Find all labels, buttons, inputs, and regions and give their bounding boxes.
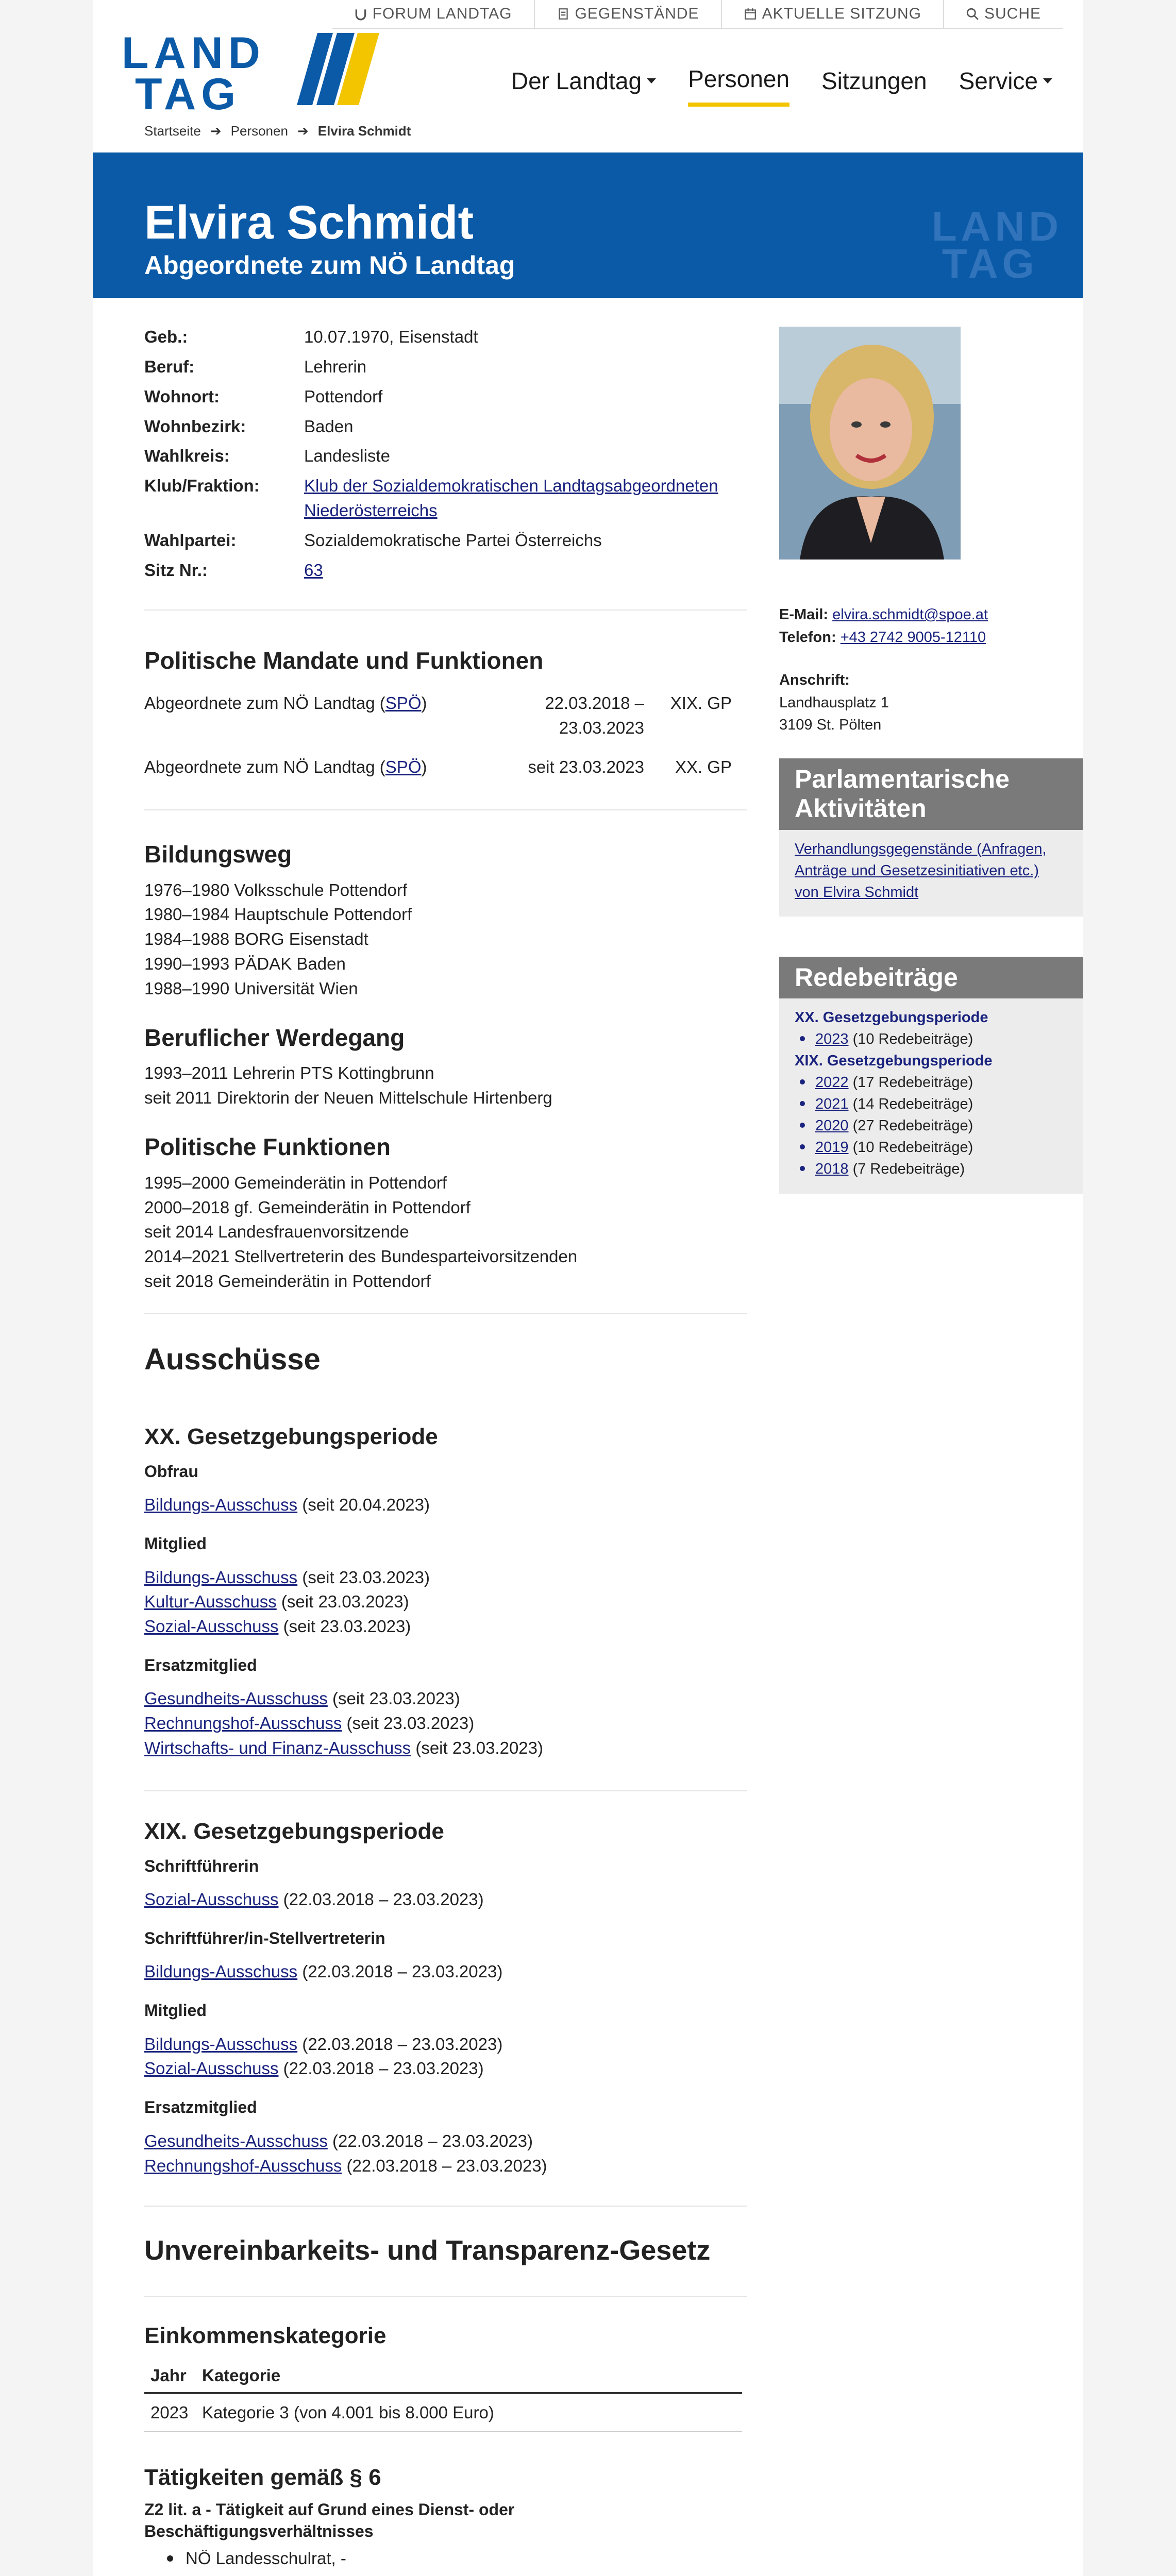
committee-date: (22.03.2018 – 23.03.2023)	[278, 1890, 484, 1909]
rede-year-link[interactable]: 2019	[815, 1139, 849, 1156]
mandate-gp: XIX. GP	[670, 693, 732, 713]
detail-value: Baden	[304, 416, 354, 436]
committee-item	[144, 1565, 763, 1590]
mandate-role	[144, 691, 474, 740]
committee-link[interactable]: Bildungs-Ausschuss	[144, 1567, 298, 1587]
column-header: Jahr	[144, 2359, 196, 2393]
list-item: NÖ Landesschulrat, -	[144, 2546, 763, 2571]
werdegang-heading: Beruflicher Werdegang	[144, 1024, 405, 1051]
committee-date: (seit 23.03.2023)	[327, 1689, 460, 1708]
rede-year-link[interactable]: 2022	[815, 1074, 849, 1091]
logo-line-1: LAND	[122, 28, 265, 78]
klub-link[interactable]: Klub der Sozialdemokratischen Landtagsabgeordneten Niederösterreichs	[304, 476, 718, 520]
phone-label: Telefon:	[779, 629, 836, 646]
rede-year-link[interactable]: 2021	[815, 1096, 849, 1113]
page-subtitle: Abgeordnete zum NÖ Landtag	[144, 251, 515, 280]
detail-label: Klub/Fraktion:	[144, 476, 260, 496]
mandate-heading: Politische Mandate und Funktionen	[144, 647, 544, 674]
committee-date: (22.03.2018 – 23.03.2023)	[342, 2156, 547, 2175]
committee-date: (seit 23.03.2023)	[297, 1567, 430, 1587]
list-item: seit 2014 Landesfrauenvorsitzende	[144, 1222, 409, 1242]
person-header	[93, 152, 1083, 298]
nav-personen-label: Personen	[688, 65, 789, 92]
divider	[144, 2206, 747, 2207]
forum-icon	[354, 7, 367, 21]
redebeitraege-title: Redebeiträge	[779, 957, 1083, 999]
taetigkeiten-heading: Tätigkeiten gemäß § 6	[144, 2465, 381, 2490]
gegenstaende-link[interactable]	[534, 0, 721, 28]
verhandlungsgegenstaende-link[interactable]: Verhandlungsgegenstände (Anfragen, Anträge und Gesetzesinitiativen etc.) von Elvira Schmidt	[795, 840, 1047, 901]
nav-sitzungen[interactable]	[821, 62, 927, 107]
page	[93, 0, 1083, 2576]
nav-service-label: Service	[959, 67, 1038, 94]
nav-der-landtag[interactable]	[511, 62, 656, 107]
nav-der-landtag-label: Der Landtag	[511, 67, 642, 94]
divider	[144, 1313, 747, 1314]
breadcrumb-current: Elvira Schmidt	[317, 123, 411, 139]
divider	[144, 609, 747, 611]
nav-service[interactable]	[959, 62, 1052, 107]
rede-item	[795, 1028, 1068, 1050]
detail-value: 10.07.1970, Eisenstadt	[304, 327, 478, 346]
list-item: 1976–1980 Volksschule Pottendorf	[144, 880, 408, 900]
role-label: Ersatzmitglied	[144, 2098, 257, 2117]
rede-list-xix	[795, 1072, 1068, 1180]
arrow-right-icon: ➔	[210, 123, 222, 139]
einkommen-table	[144, 2359, 742, 2432]
table-row	[144, 2393, 742, 2432]
table-cell: Kategorie 3 (von 4.001 bis 8.000 Euro)	[196, 2393, 742, 2432]
arrow-right-icon: ➔	[297, 123, 309, 139]
logo-line-2: TAG	[135, 70, 241, 119]
rede-item	[795, 1072, 1068, 1093]
werdegang-list	[144, 1061, 763, 1110]
rede-year-link[interactable]: 2018	[815, 1161, 849, 1178]
rede-count: (27 Redebeiträge)	[848, 1117, 973, 1134]
committee-date: (22.03.2018 – 23.03.2023)	[297, 2034, 503, 2054]
column-header: Kategorie	[196, 2359, 742, 2393]
bildungsweg-list	[144, 878, 763, 1001]
detail-label: Wahlpartei:	[144, 530, 237, 550]
list-item: 1984–1988 BORG Eisenstadt	[144, 929, 368, 949]
rede-list-xx	[795, 1028, 1068, 1050]
detail-label: Beruf:	[144, 357, 195, 376]
mandate-role-end: )	[421, 757, 427, 776]
breadcrumb	[144, 122, 411, 141]
committee-item	[144, 1959, 763, 1984]
mandate-list	[144, 691, 763, 779]
committee-item	[144, 2032, 763, 2057]
divider	[144, 809, 747, 810]
divider	[144, 1790, 747, 1791]
landtag-logo[interactable]	[122, 28, 379, 119]
committee-date: (seit 23.03.2023)	[276, 1592, 409, 1612]
mandate-role	[144, 755, 474, 779]
committee-link[interactable]: Rechnungshof-Ausschuss	[144, 1714, 342, 1733]
list-item: 1995–2000 Gemeinderätin in Pottendorf	[144, 1173, 447, 1192]
profile-details	[144, 325, 763, 583]
forum-landtag-label: FORUM LANDTAG	[372, 5, 512, 23]
committee-link[interactable]: Sozial-Ausschuss	[144, 2059, 279, 2078]
ausschuesse-heading: Ausschüsse	[144, 1343, 321, 1376]
utility-bar	[332, 0, 1063, 29]
search-link[interactable]	[943, 0, 1063, 28]
committee-date: (seit 23.03.2023)	[278, 1617, 411, 1636]
portrait-photo	[779, 327, 961, 560]
gp-xix-heading: XIX. Gesetzgebungsperiode	[144, 1818, 444, 1844]
committee-date: (seit 23.03.2023)	[342, 1714, 475, 1733]
parlamentarische-aktivitaeten-title: Parlamentarische Aktivitäten	[779, 758, 1083, 830]
committee-link[interactable]: Gesundheits-Ausschuss	[144, 1689, 328, 1708]
table-cell: 2023	[144, 2393, 196, 2432]
search-label: SUCHE	[984, 5, 1041, 23]
committee-item	[144, 1736, 763, 1760]
address-line: 3109 St. Pölten	[779, 717, 882, 733]
party-link[interactable]: SPÖ	[385, 693, 422, 713]
committee-date: (seit 23.03.2023)	[411, 1738, 544, 1758]
list-item: 1990–1993 PÄDAK Baden	[144, 954, 346, 974]
nav-sitzungen-label: Sitzungen	[821, 67, 927, 94]
committee-link[interactable]: Sozial-Ausschuss	[144, 1617, 279, 1636]
main-navigation	[511, 62, 1052, 107]
rede-item	[795, 1137, 1068, 1158]
mandate-period: 22.03.2018 – 23.03.2023	[545, 693, 644, 738]
committee-item	[144, 2154, 763, 2178]
detail-label: Wohnort:	[144, 386, 220, 406]
committee-link[interactable]: Bildungs-Ausschuss	[144, 2034, 298, 2054]
committee-item	[144, 1614, 763, 1639]
committee-item	[144, 1711, 763, 1736]
detail-label: Wohnbezirk:	[144, 416, 246, 436]
logo-emblem-icon	[297, 33, 379, 105]
parlamentarische-aktivitaeten-box	[779, 758, 1083, 917]
list-item: 1988–1990 Universität Wien	[144, 978, 358, 998]
document-icon	[557, 7, 570, 21]
contact-block	[779, 604, 1083, 737]
chevron-down-icon	[647, 78, 656, 83]
aktuelle-sitzung-label: AKTUELLE SITZUNG	[762, 5, 921, 23]
watermark-line-1: LAND	[931, 204, 1063, 249]
main-content	[144, 325, 763, 2576]
rede-count: (10 Redebeiträge)	[848, 1031, 973, 1048]
committee-link[interactable]: Kultur-Ausschuss	[144, 1592, 277, 1612]
politische-funktionen-list	[144, 1171, 763, 1294]
committee-date: (22.03.2018 – 23.03.2023)	[278, 2059, 484, 2078]
rede-year-link[interactable]: 2020	[815, 1117, 849, 1134]
address-label	[779, 669, 1083, 692]
rede-item	[795, 1158, 1068, 1180]
party-link[interactable]: SPÖ	[385, 757, 422, 776]
header-watermark-logo	[931, 204, 1063, 286]
mandate-period: seit 23.03.2023	[528, 757, 644, 776]
detail-value: Landesliste	[304, 446, 390, 466]
transparenz-heading: Unvereinbarkeits- und Transparenz-Gesetz	[144, 2235, 711, 2266]
committee-date: (22.03.2018 – 23.03.2023)	[327, 2131, 533, 2150]
parlamentarische-aktivitaeten-content	[779, 830, 1083, 917]
rede-item	[795, 1115, 1068, 1137]
list-item: 2014–2021 Stellvertreterin des Bundesparteivorsitzenden	[144, 1247, 578, 1266]
redebeitraege-content	[779, 998, 1083, 1193]
sidebar	[779, 327, 1083, 1194]
committee-item	[144, 1887, 763, 1912]
mandate-role-text: Abgeordnete zum NÖ Landtag (	[144, 757, 385, 776]
rede-item	[795, 1093, 1068, 1115]
email-row	[779, 604, 1083, 626]
search-icon	[966, 7, 979, 21]
role-label: Schriftführer/in-Stellvertreterin	[144, 1929, 385, 1947]
committee-link[interactable]: Rechnungshof-Ausschuss	[144, 2156, 342, 2175]
committee-date: (22.03.2018 – 23.03.2023)	[297, 1962, 503, 1981]
committee-link[interactable]: Wirtschafts- und Finanz-Ausschuss	[144, 1738, 411, 1758]
sitz-link[interactable]: 63	[304, 560, 323, 580]
role-label: Mitglied	[144, 2001, 207, 2020]
gp-label: XIX. Gesetzgebungsperiode	[795, 1053, 993, 1070]
list-item: 1980–1984 Hauptschule Pottendorf	[144, 905, 412, 924]
committee-date: (seit 20.04.2023)	[297, 1495, 430, 1515]
address-label-text: Anschrift:	[779, 672, 850, 688]
gp-label: XX. Gesetzgebungsperiode	[795, 1009, 988, 1026]
role-label: Ersatzmitglied	[144, 1656, 257, 1675]
detail-value: Lehrerin	[304, 357, 367, 376]
committee-item	[144, 1493, 763, 1517]
committee-item	[144, 1589, 763, 1614]
chevron-down-icon	[1043, 78, 1052, 83]
rede-count: (7 Redebeiträge)	[848, 1161, 965, 1178]
divider	[144, 2296, 747, 2297]
list-item: 2000–2018 gf. Gemeinderätin in Pottendorf	[144, 1197, 471, 1217]
list-item: 1993–2011 Lehrerin PTS Kottingbrunn	[144, 1063, 434, 1083]
einkommen-heading: Einkommenskategorie	[144, 2323, 387, 2348]
rede-count: (14 Redebeiträge)	[848, 1096, 973, 1113]
forum-landtag-link[interactable]	[332, 0, 534, 28]
committee-item	[144, 2129, 763, 2154]
detail-value: Pottendorf	[304, 386, 383, 406]
detail-label: Geb.:	[144, 327, 188, 346]
table-header-row	[144, 2359, 742, 2393]
list-item: seit 2011 Direktorin der Neuen Mittelschule Hirtenberg	[144, 1088, 552, 1108]
gegenstaende-label: GEGENSTÄNDE	[575, 5, 699, 23]
committee-item	[144, 2056, 763, 2081]
detail-label: Wahlkreis:	[144, 446, 230, 466]
committee-link[interactable]: Gesundheits-Ausschuss	[144, 2131, 328, 2150]
aktuelle-sitzung-link[interactable]	[721, 0, 943, 28]
gp-xx-heading: XX. Gesetzgebungsperiode	[144, 1424, 438, 1450]
politische-funktionen-heading: Politische Funktionen	[144, 1133, 391, 1161]
address-line: Landhausplatz 1	[779, 694, 889, 711]
watermark-line-2: TAG	[942, 241, 1038, 286]
list-item: seit 2018 Gemeinderätin in Pottendorf	[144, 1272, 431, 1291]
breadcrumb-home[interactable]: Startseite	[144, 123, 201, 139]
rede-year-link[interactable]: 2023	[815, 1031, 849, 1048]
mandate-gp: XX. GP	[675, 757, 732, 776]
nav-personen[interactable]	[688, 62, 789, 107]
role-label: Mitglied	[144, 1534, 207, 1553]
email-label: E-Mail:	[779, 606, 829, 623]
detail-label: Sitz Nr.:	[144, 560, 208, 580]
phone-link[interactable]: +43 2742 9005-12110	[840, 629, 986, 646]
z2a-heading: Z2 lit. a - Tätigkeit auf Grund eines Dienst- oder Beschäftigungsverhältnisses	[144, 2500, 515, 2540]
committee-link[interactable]: Sozial-Ausschuss	[144, 1890, 279, 1909]
committee-link[interactable]: Bildungs-Ausschuss	[144, 1495, 298, 1515]
portrait-image	[779, 327, 961, 560]
role-label: Obfrau	[144, 1462, 198, 1481]
committee-item	[144, 1686, 763, 1711]
rede-count: (17 Redebeiträge)	[848, 1074, 973, 1091]
redebeitraege-box	[779, 957, 1083, 1194]
calendar-icon	[744, 7, 757, 21]
bildungsweg-heading: Bildungsweg	[144, 840, 292, 868]
mandate-role-text: Abgeordnete zum NÖ Landtag (	[144, 693, 385, 713]
phone-row	[779, 626, 1083, 649]
detail-value: Sozialdemokratische Partei Österreichs	[304, 530, 602, 550]
role-label: Schriftführerin	[144, 1856, 259, 1875]
breadcrumb-personen[interactable]: Personen	[230, 123, 288, 139]
mandate-role-end: )	[421, 693, 427, 713]
committee-link[interactable]: Bildungs-Ausschuss	[144, 1962, 298, 1981]
page-title: Elvira Schmidt	[144, 196, 474, 249]
email-link[interactable]: elvira.schmidt@spoe.at	[832, 606, 988, 623]
rede-count: (10 Redebeiträge)	[848, 1139, 973, 1156]
